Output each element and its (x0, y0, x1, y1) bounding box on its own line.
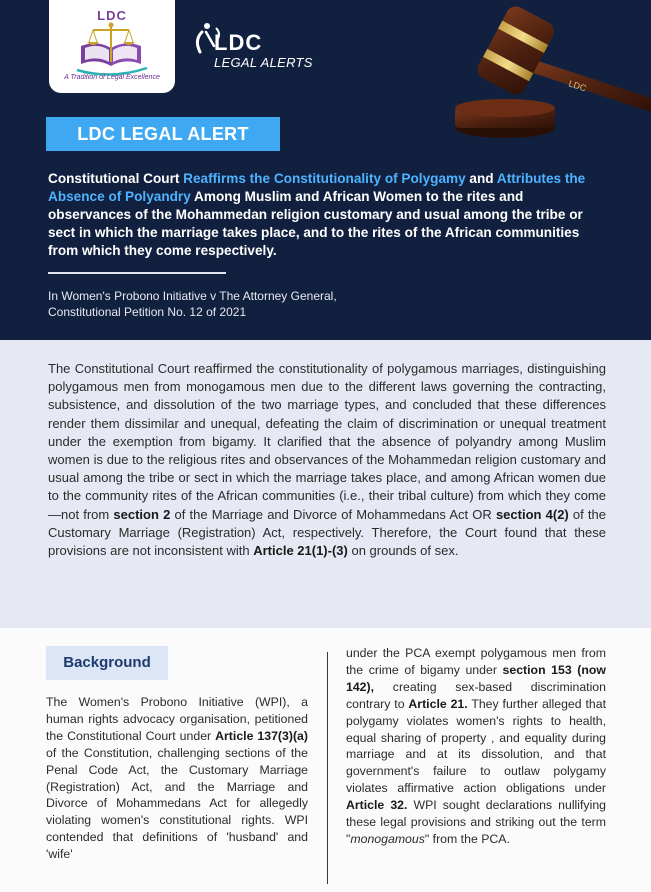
background-text: WPI sought declarations nullifying these legal provisions and striking out the term " (346, 798, 606, 846)
headline-part: Among Muslim and African Women to the rites and observances of the Mohammedan religion customary and usual among the tribe or sect in which the marriage takes place, and to the rites of the African communities from which they come respectively. (48, 189, 583, 258)
summary-bold: section 4(2) (495, 506, 569, 522)
background-bold: Article 32. (346, 798, 408, 813)
background-bold: Article 21. (408, 696, 468, 711)
ldc-logo (49, 0, 175, 93)
summary-text: of the Marriage and Divorce of Mohammedans Act OR (170, 506, 496, 522)
background-text: of the Constitution, challenging sections of the Penal Code Act, the Customary Marriage (Registration) Act, and the Marriage and Divorce of Mohammedans Act for allegedly violating women's constitutional rights. WPI contended that definitions of 'husband' and 'wife' (46, 745, 308, 862)
citation-line: In Women's Probono Initiative v The Attorney General, (48, 289, 337, 303)
background-right-column (346, 645, 606, 848)
summary-bold: section 2 (113, 506, 171, 522)
legal-alerts-subtitle: LEGAL ALERTS (214, 55, 313, 70)
logo-text: LDC (97, 8, 127, 23)
header-divider (48, 272, 226, 274)
background-italic: monogamous (350, 831, 425, 846)
background-text: The Women's Probono Initiative (WPI), a human rights advocacy organisation, petitioned the Constitutional Court under (46, 695, 308, 743)
background-text: " from the PCA. (424, 831, 510, 846)
summary-text: on grounds of sex. (347, 543, 459, 559)
background-text: They further alleged that polygamy violates women's rights to health, equal sharing of property , and equality during marriage and at its dissolution, and that government's failure to outlaw polygamy violates affirmative action obligations under (346, 696, 606, 796)
background-text: creating sex-based discrimination contrary to (346, 679, 606, 711)
gavel-engraving: LDC (567, 78, 588, 94)
case-citation (48, 288, 337, 320)
background-left-column (46, 694, 308, 863)
background-bold: Article 137(3)(a) (215, 728, 308, 743)
background-heading: Background (46, 646, 168, 680)
headline-highlight: Attributes the Absence of Polyandry (48, 171, 586, 204)
headline-highlight: Reaffirms the Constitutionality of Polygamy (183, 171, 466, 186)
headline-part: Constitutional Court (48, 171, 184, 186)
alert-tag: LDC LEGAL ALERT (46, 117, 280, 151)
summary-text: of the Customary Marriage (Registration) Act, respectively. Therefore, the Court found that these provisions are not inconsistent with (48, 506, 606, 559)
summary-paragraph (48, 360, 606, 560)
background-text: under the PCA exempt polygamous men from the crime of bigamy under (346, 646, 606, 677)
ldc-mark-text: LDC (214, 30, 263, 55)
gavel-icon (440, 0, 651, 150)
headline-part: and (465, 171, 497, 186)
summary-text: The Constitutional Court reaffirmed the constitutionality of polygamous marriages, distinguishing polygamous men from monogamous men due to the different laws governing the contracting, subsistence, and dissolution of the two marriage types, and concluded that these differences render them dissimilar and unequal, defeating the claim of discrimination or unequal treatment under the exemption from bigamy. It clarified that the absence of polyandry among Muslim women is due to the religious rites and observances of the Mohammedan religion customary and usual among the tribe or sect in which the marriage takes place, and among African women due to the community rites of the African communities (i.e., their tribal culture) from which they come—not from (48, 361, 606, 522)
headline (48, 170, 608, 260)
column-divider (327, 652, 328, 884)
summary-bold: Article 21(1)-(3) (253, 543, 348, 559)
background-bold: section 153 (now 142), (346, 662, 606, 694)
citation-line: Constitutional Petition No. 12 of 2021 (48, 305, 247, 319)
header-banner (0, 0, 651, 340)
logo-tagline: A Tradition of Legal Excellence (64, 74, 160, 81)
